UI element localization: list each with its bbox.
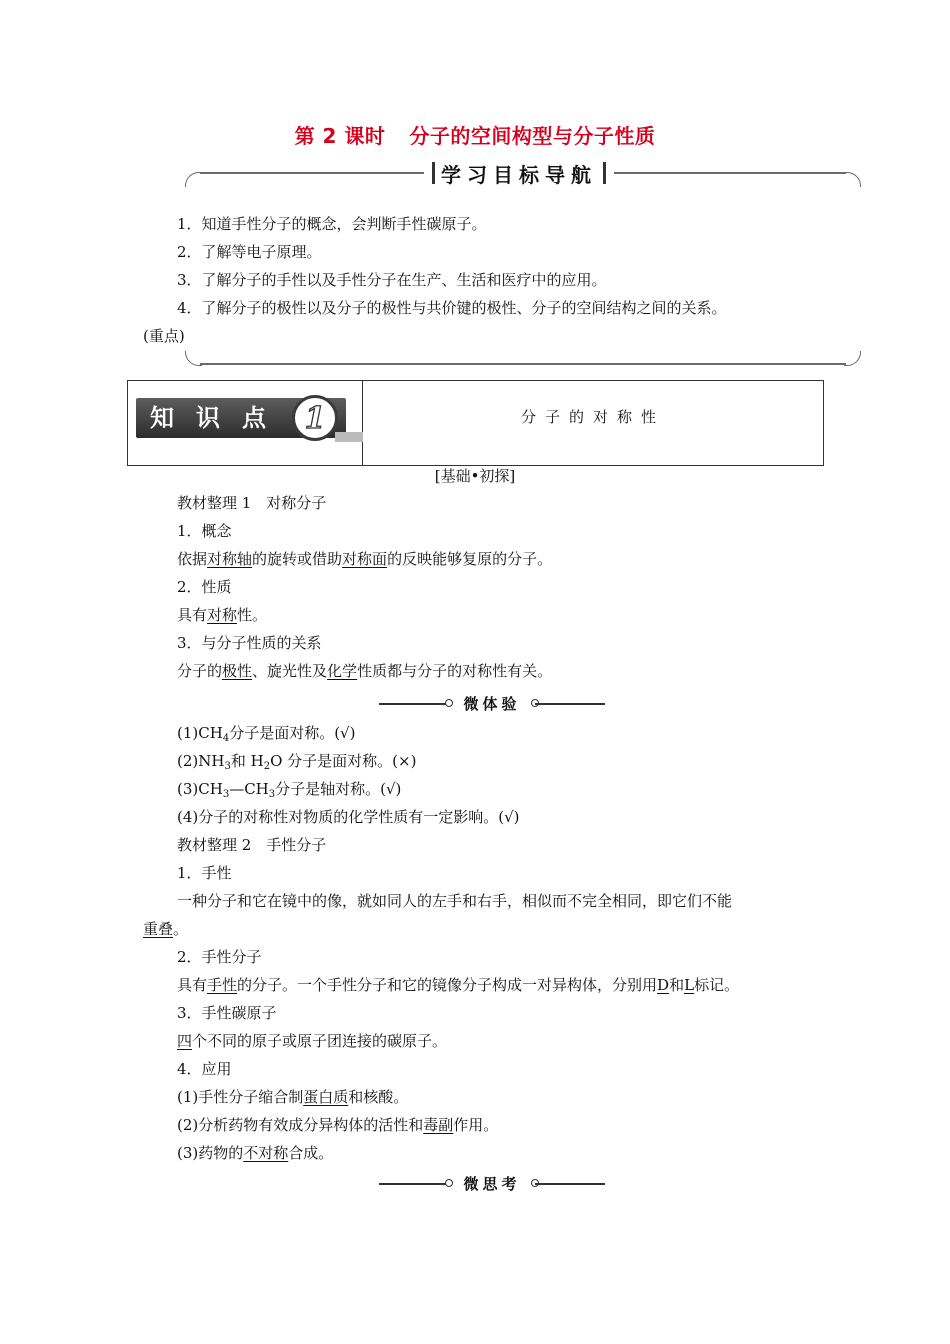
micro-thinking-heading: 微思考 <box>463 1175 521 1193</box>
objective-note: (重点) <box>143 327 185 345</box>
paragraph: 具有手性的分子。一个手性分子和它的镜像分子构成一对异构体，分别用D和L标记。 <box>177 976 740 994</box>
micro-thinking-divider <box>379 1174 605 1194</box>
exercise-item: $(2)NH_3$和 $H_2O$ 分子是面对称。(×) <box>177 752 417 772</box>
objective-item: 1．知道手性分子的概念，会判断手性碳原子。 <box>177 215 487 233</box>
objectives-box <box>185 172 861 366</box>
micro-experience-divider <box>379 694 605 714</box>
paragraph: 重叠。 <box>143 920 189 938</box>
list-item: (1)手性分子缩合制蛋白质和核酸。 <box>177 1088 409 1106</box>
subheading: 3．与分子性质的关系 <box>177 634 322 652</box>
heading-bar-right <box>603 162 606 184</box>
knowledge-point-subtitle: [基础•初探] <box>434 467 516 485</box>
subheading: 1．手性 <box>177 864 232 882</box>
knowledge-point-topic: 分子的对称性 <box>520 408 665 426</box>
subheading: 3．手性碳原子 <box>177 1004 277 1022</box>
page-title: 第 2 课时 分子的空间构型与分子性质 <box>294 124 656 148</box>
objectives-heading <box>424 158 614 188</box>
paragraph: 依据对称轴的旋转或借助对称面的反映能够复原的分子。 <box>177 550 553 568</box>
list-item: (2)分析药物有效成分异构体的活性和毒副作用。 <box>177 1116 499 1134</box>
exercise-item: $(1)CH_4$分子是面对称。(√) <box>177 724 356 744</box>
objective-item: 3．了解分子的手性以及手性分子在生产、生活和医疗中的应用。 <box>177 271 607 289</box>
micro-experience-heading: 微体验 <box>463 695 521 713</box>
paragraph: 一种分子和它在镜中的像，就如同人的左手和右手，相似而不完全相同，即它们不能 <box>177 892 733 910</box>
heading-bar-left <box>432 162 435 184</box>
knowledge-point-number: 1 <box>304 400 326 436</box>
subheading: 1．概念 <box>177 522 232 540</box>
exercise-item: $(3)CH_3—CH_3$分子是轴对称。(√) <box>177 780 402 800</box>
objective-item: 2．了解等电子原理。 <box>177 243 322 261</box>
paragraph: 分子的极性、旋光性及化学性质都与分子的对称性有关。 <box>177 662 553 680</box>
objective-item: 4．了解分子的极性以及分子的极性与共价键的极性、分子的空间结构之间的关系。 <box>177 299 727 317</box>
subheading: 2．性质 <box>177 578 232 596</box>
knowledge-point-badge-shadow <box>335 432 363 442</box>
paragraph: 具有对称性。 <box>177 606 268 624</box>
section-heading: 教材整理 2 手性分子 <box>177 836 327 854</box>
subheading: 2．手性分子 <box>177 948 262 966</box>
knowledge-point-label: 知识点 <box>150 404 288 432</box>
section-heading: 教材整理 1 对称分子 <box>177 494 327 512</box>
paragraph: 四个不同的原子或原子团连接的碳原子。 <box>177 1032 448 1050</box>
subheading: 4．应用 <box>177 1060 232 1078</box>
objectives-heading-text: 学习目标导航 <box>441 162 597 187</box>
list-item: (3)药物的不对称合成。 <box>177 1144 334 1162</box>
exercise-item: (4)分子的对称性对物质的化学性质有一定影响。(√) <box>177 808 520 826</box>
knowledge-point-number-badge <box>292 395 338 441</box>
